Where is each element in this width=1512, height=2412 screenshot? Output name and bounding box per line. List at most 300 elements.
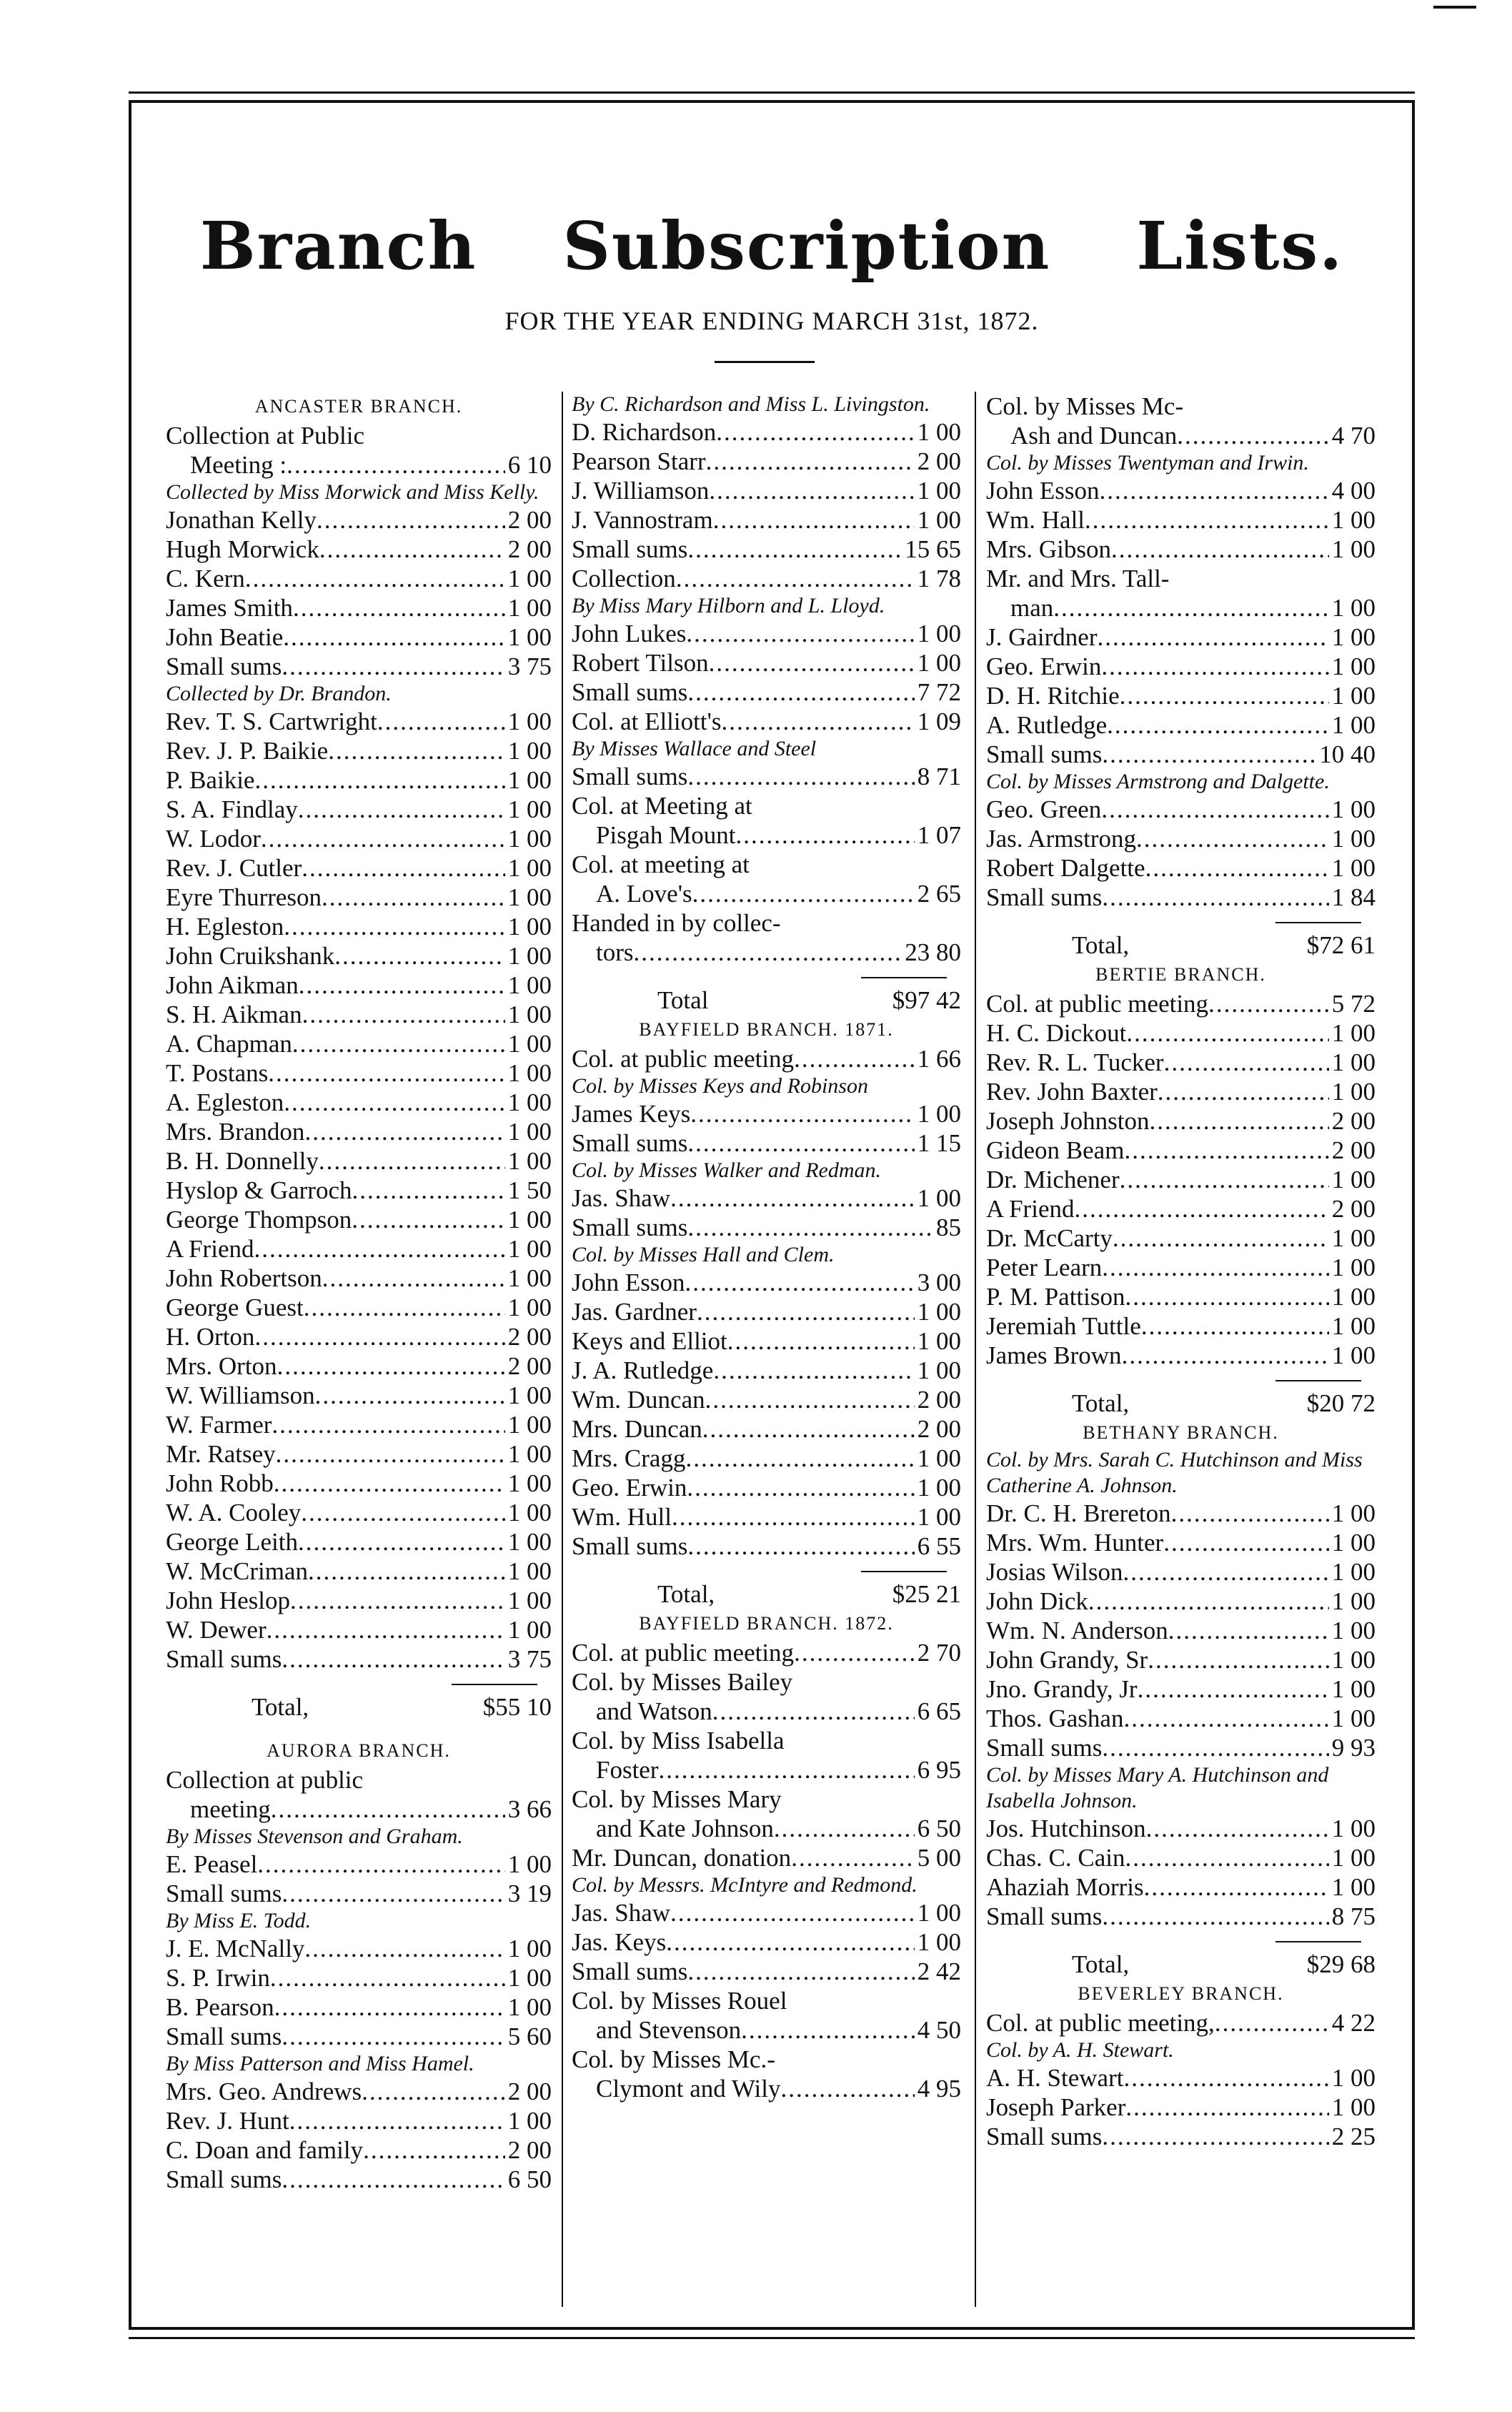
entry-amount: 1 00 xyxy=(507,795,552,823)
entry-name: Dr. C. H. Brereton xyxy=(986,1499,1171,1527)
entry-name: B. Pearson xyxy=(166,1993,274,2021)
entry-amount: 3 66 xyxy=(507,1795,552,1823)
entry-name: Small sums xyxy=(166,652,282,680)
entry-name: Chas. C. Cain xyxy=(986,1844,1125,1872)
entry-name: W. Williamson xyxy=(166,1381,315,1409)
entry-amount: 1 78 xyxy=(917,565,961,592)
list-item xyxy=(166,1176,552,1205)
entry-name: P. Baikie xyxy=(166,766,255,794)
list-item xyxy=(166,824,552,853)
list-item xyxy=(572,678,961,707)
column-2 xyxy=(572,392,961,2103)
page-subtitle: FOR THE YEAR ENDING MARCH 31st, 1872. xyxy=(504,307,1039,335)
list-item xyxy=(572,1326,961,1356)
list-item xyxy=(166,912,552,941)
entry-name: John Grandy, Sr xyxy=(986,1646,1148,1674)
entry-amount: 1 66 xyxy=(917,1045,961,1073)
entry-amount: 1 00 xyxy=(917,1899,961,1927)
branch-total xyxy=(986,1389,1376,1418)
entry-amount: 2 42 xyxy=(917,1957,961,1985)
list-item xyxy=(986,2063,1376,2093)
entry-amount: 1 00 xyxy=(1331,1254,1376,1281)
entry-amount: 1 00 xyxy=(1331,2093,1376,2121)
entry-amount: 2 00 xyxy=(507,2136,552,2164)
entry-name: John Robb xyxy=(166,1469,274,1497)
total-amount: $25 21 xyxy=(892,1580,961,1608)
entry-amount: 2 00 xyxy=(507,2078,552,2105)
entry-amount: 1 00 xyxy=(1331,795,1376,823)
entry-amount: 1 00 xyxy=(917,649,961,677)
entry-amount: 2 25 xyxy=(1331,2123,1376,2150)
list-item xyxy=(166,1410,552,1439)
total-rule xyxy=(861,977,947,978)
entry-amount: 1 00 xyxy=(1331,1341,1376,1369)
list-item xyxy=(166,853,552,883)
entry-name: Jos. Hutchinson xyxy=(986,1815,1146,1842)
entry-name: Meeting : xyxy=(190,451,287,479)
list-item xyxy=(986,2093,1376,2122)
entry-amount: 1 00 xyxy=(1331,1499,1376,1527)
entry-label: Col. by Misses Rouel xyxy=(572,1987,787,2015)
entry-name: Col. at public meeting xyxy=(986,990,1209,1018)
total-rule xyxy=(861,1571,947,1572)
entry-amount: 1 00 xyxy=(507,1381,552,1409)
entry-name: S. H. Aikman xyxy=(166,1001,302,1028)
corner-mark xyxy=(1433,6,1476,9)
entry-name: Col. at public meeting xyxy=(572,1045,795,1073)
list-item xyxy=(166,1322,552,1351)
collector-note: Col. by Messrs. McIntyre and Redmond. xyxy=(572,1873,917,1897)
entry-name: Small sums xyxy=(986,2123,1103,2150)
list-item xyxy=(572,1099,961,1128)
entry-amount: 1 00 xyxy=(1331,825,1376,853)
entry-name: Ahaziah Morris xyxy=(986,1873,1144,1901)
collector-note: By Miss Patterson and Miss Hamel. xyxy=(166,2052,474,2075)
list-item xyxy=(986,1616,1376,1645)
list-item xyxy=(572,1697,961,1726)
list-item xyxy=(986,476,1376,505)
entry-name: Gideon Beam xyxy=(986,1136,1125,1164)
total-label: Total, xyxy=(657,1580,715,1608)
entry-name: Joseph Johnston xyxy=(986,1107,1150,1135)
entry-name: John Beatie xyxy=(166,623,284,651)
entry-name: Small sums xyxy=(986,1734,1103,1762)
list-item xyxy=(986,1733,1376,1762)
list-item xyxy=(986,652,1376,681)
entry-name: Rev. J. Cutler xyxy=(166,854,302,882)
entry-name: Collection xyxy=(572,565,676,592)
entry-name: John Cruikshank xyxy=(166,942,335,970)
list-item xyxy=(166,795,552,824)
total-rule xyxy=(1275,1941,1361,1942)
list-item xyxy=(166,1117,552,1146)
entry-amount: 15 65 xyxy=(905,535,961,563)
entry-name: Rev. J. Hunt xyxy=(166,2107,289,2135)
entry-label: Col. at meeting at xyxy=(572,850,750,878)
entry-name: Small sums xyxy=(572,763,688,790)
entry-amount: 3 75 xyxy=(507,652,552,680)
list-item xyxy=(986,1674,1376,1704)
entry-amount: 1 00 xyxy=(1331,1815,1376,1842)
entry-name: John Robertson xyxy=(166,1264,322,1292)
list-item xyxy=(572,417,961,447)
list-item xyxy=(986,1311,1376,1341)
list-item xyxy=(572,1297,961,1326)
entry-name: H. Orton xyxy=(166,1323,255,1351)
entry-amount: 1 00 xyxy=(917,506,961,534)
entry-amount: 2 00 xyxy=(917,447,961,475)
list-item xyxy=(572,1128,961,1158)
entry-name: C. Doan and family xyxy=(166,2136,364,2164)
list-item xyxy=(572,1444,961,1473)
list-item xyxy=(166,941,552,971)
entry-name: Col. at Elliott's xyxy=(572,708,722,735)
list-item xyxy=(166,1992,552,2022)
entry-amount: 10 40 xyxy=(1319,740,1376,768)
entry-name: John Esson xyxy=(572,1269,685,1296)
entry-name: D. H. Ritchie xyxy=(986,682,1120,710)
entry-name: Ash and Duncan xyxy=(1010,422,1178,450)
title-word-3: Lists. xyxy=(1136,207,1344,284)
list-item xyxy=(986,1018,1376,1048)
list-item xyxy=(166,1088,552,1117)
entry-name: Jas. Shaw xyxy=(572,1899,671,1927)
column-1 xyxy=(166,392,552,2194)
branch-total xyxy=(166,1692,552,1722)
entry-amount: 1 84 xyxy=(1331,883,1376,911)
entry-name: W. McCriman xyxy=(166,1557,308,1585)
list-item xyxy=(986,593,1376,622)
entry-name: A. H. Stewart xyxy=(986,2064,1124,2092)
entry-amount: 5 60 xyxy=(507,2023,552,2050)
list-item xyxy=(166,505,552,535)
entry-amount: 1 00 xyxy=(1331,1587,1376,1615)
list-item xyxy=(572,1957,961,1986)
list-item xyxy=(166,1293,552,1322)
entry-name: Mrs. Duncan xyxy=(572,1415,702,1443)
entry-amount: 1 00 xyxy=(507,942,552,970)
entry-amount: 6 50 xyxy=(917,1815,961,1842)
list-item xyxy=(986,1282,1376,1311)
entry-amount: 1 00 xyxy=(1331,1873,1376,1901)
list-item xyxy=(986,1704,1376,1733)
list-item xyxy=(166,1381,552,1410)
list-item xyxy=(166,1879,552,1908)
list-item xyxy=(572,707,961,736)
list-item xyxy=(986,1165,1376,1194)
entry-amount: 1 00 xyxy=(507,1411,552,1439)
entry-amount: 1 00 xyxy=(1331,1558,1376,1586)
list-item xyxy=(986,1194,1376,1224)
collector-note: Col. by Misses Armstrong and Dalgette. xyxy=(986,770,1330,793)
entry-amount: 6 95 xyxy=(917,1756,961,1784)
entry-amount: 1 00 xyxy=(1331,711,1376,739)
entry-amount: 4 70 xyxy=(1331,422,1376,450)
entry-amount: 1 00 xyxy=(507,565,552,592)
entry-label: Col. by Misses Mc- xyxy=(986,392,1184,420)
entry-amount: 3 19 xyxy=(507,1880,552,1907)
entry-name: Small sums xyxy=(166,2165,282,2193)
entry-name: George Thompson xyxy=(166,1206,352,1234)
entry-name: Mr. Duncan, donation xyxy=(572,1844,792,1872)
entry-name: A. Love's xyxy=(596,880,692,908)
list-item xyxy=(986,505,1376,535)
entry-amount: 4 22 xyxy=(1331,2009,1376,2037)
list-item xyxy=(166,1439,552,1469)
entry-amount: 1 00 xyxy=(507,2107,552,2135)
entry-name: Small sums xyxy=(986,1902,1103,1930)
list-item xyxy=(986,824,1376,853)
entry-amount: 1 00 xyxy=(507,1264,552,1292)
entry-name: J. Vannostram xyxy=(572,506,713,534)
entry-name: James Keys xyxy=(572,1100,691,1128)
total-label: Total, xyxy=(1072,931,1130,959)
entry-name: Small sums xyxy=(572,535,688,563)
list-item xyxy=(572,648,961,678)
entry-amount: 5 00 xyxy=(917,1844,961,1872)
list-item xyxy=(986,1341,1376,1370)
list-item xyxy=(986,710,1376,740)
list-item xyxy=(986,853,1376,883)
list-item xyxy=(986,681,1376,710)
entry-name: Mrs. Wm. Hunter xyxy=(986,1529,1164,1557)
list-item xyxy=(166,1586,552,1615)
collector-note: By Miss Mary Hilborn and L. Lloyd. xyxy=(572,594,885,617)
entry-amount: 1 00 xyxy=(917,418,961,446)
entry-name: Geo. Green xyxy=(986,795,1102,823)
entry-name: and Kate Johnson xyxy=(596,1815,774,1842)
entry-amount: 1 00 xyxy=(507,623,552,651)
entry-amount: 1 00 xyxy=(917,1327,961,1355)
entry-amount: 1 00 xyxy=(917,477,961,505)
entry-amount: 1 00 xyxy=(507,1235,552,1263)
total-label: Total xyxy=(657,986,709,1014)
list-item xyxy=(166,1795,552,1824)
entry-amount: 4 95 xyxy=(917,2075,961,2103)
list-item xyxy=(166,1963,552,1992)
entry-amount: 6 65 xyxy=(917,1697,961,1725)
entry-name: Keys and Elliot xyxy=(572,1327,727,1355)
list-item xyxy=(572,1044,961,1073)
entry-name: George Leith xyxy=(166,1528,298,1556)
list-item xyxy=(986,1077,1376,1106)
total-amount: $55 10 xyxy=(482,1693,552,1721)
title-rule xyxy=(715,361,815,363)
entry-amount: 1 00 xyxy=(1331,854,1376,882)
list-item xyxy=(166,707,552,736)
entry-label: Col. by Miss Isabella xyxy=(572,1727,785,1755)
list-item xyxy=(572,1927,961,1957)
entry-name: Small sums xyxy=(166,1880,282,1907)
list-item xyxy=(166,1469,552,1498)
list-item xyxy=(572,1213,961,1242)
list-item xyxy=(986,1557,1376,1587)
list-item xyxy=(166,1351,552,1381)
entry-amount: 2 00 xyxy=(1331,1107,1376,1135)
list-item xyxy=(986,795,1376,824)
branch-heading: AURORA BRANCH. xyxy=(267,1740,451,1761)
list-item xyxy=(986,1587,1376,1616)
entry-amount: 1 00 xyxy=(507,971,552,999)
entry-name: John Dick xyxy=(986,1587,1088,1615)
entry-name: H. Egleston xyxy=(166,913,284,941)
entry-amount: 1 00 xyxy=(1331,1048,1376,1076)
list-item xyxy=(572,1532,961,1561)
list-item xyxy=(166,652,552,681)
entry-name: E. Peasel xyxy=(166,1850,258,1878)
list-item xyxy=(572,1356,961,1385)
entry-name: Wm. Hull xyxy=(572,1503,672,1531)
list-item xyxy=(166,1644,552,1674)
list-item xyxy=(986,740,1376,769)
collector-note: Collected by Miss Morwick and Miss Kelly. xyxy=(166,480,539,504)
collector-note: Col. by Misses Twentyman and Irwin. xyxy=(986,451,1309,475)
entry-name: B. H. Donnelly xyxy=(166,1147,319,1175)
entry-amount: 1 00 xyxy=(507,854,552,882)
total-amount: $97 42 xyxy=(892,986,961,1014)
entry-name: Small sums xyxy=(572,1129,688,1157)
entry-amount: 2 00 xyxy=(917,1415,961,1443)
collector-note: Col. by Misses Hall and Clem. xyxy=(572,1243,835,1266)
list-item xyxy=(572,1814,961,1843)
title-word-2: Subscription xyxy=(562,207,1051,284)
entry-name: Eyre Thurreson xyxy=(166,883,322,911)
entry-label: Collection at public xyxy=(166,1766,364,1794)
entry-name: James Smith xyxy=(166,594,293,622)
entry-name: Small sums xyxy=(572,1957,688,1985)
entry-amount: 1 00 xyxy=(507,1118,552,1146)
entry-name: Foster xyxy=(596,1756,659,1784)
entry-amount: 1 07 xyxy=(917,821,961,849)
branch-heading: BEVERLEY BRANCH. xyxy=(1078,1983,1284,2004)
entry-amount: 1 00 xyxy=(507,708,552,735)
entry-amount: 1 00 xyxy=(507,1935,552,1962)
list-item xyxy=(986,883,1376,912)
bottom-rule xyxy=(129,2337,1415,2339)
collector-note: Col. by Misses Mary A. Hutchinson and Isabella Johnson. xyxy=(986,1763,1329,1812)
entry-amount: 1 00 xyxy=(507,766,552,794)
entry-amount: 9 93 xyxy=(1331,1734,1376,1762)
list-item xyxy=(166,1058,552,1088)
branch-heading: BETHANY BRANCH. xyxy=(1083,1422,1279,1443)
list-item xyxy=(166,622,552,652)
list-item xyxy=(986,1814,1376,1843)
entry-amount: 1 00 xyxy=(1331,1312,1376,1340)
entry-name: Wm. Duncan xyxy=(572,1386,705,1414)
top-rule xyxy=(129,91,1415,94)
entry-name: S. A. Findlay xyxy=(166,795,298,823)
entry-amount: 1 00 xyxy=(507,1030,552,1058)
entry-name: P. M. Pattison xyxy=(986,1283,1125,1311)
list-item xyxy=(166,2106,552,2135)
list-item xyxy=(572,505,961,535)
entry-amount: 8 71 xyxy=(917,763,961,790)
column-divider xyxy=(562,392,563,2307)
list-item xyxy=(572,1385,961,1414)
entry-name: John Heslop xyxy=(166,1587,291,1614)
list-item xyxy=(166,2022,552,2051)
entry-amount: 1 00 xyxy=(917,1928,961,1956)
branch-total xyxy=(986,1950,1376,1979)
entry-amount: 1 00 xyxy=(507,1059,552,1087)
entry-amount: 1 00 xyxy=(1331,652,1376,680)
entry-name: James Brown xyxy=(986,1341,1122,1369)
list-item xyxy=(986,1528,1376,1557)
list-item xyxy=(986,535,1376,564)
list-item xyxy=(986,1645,1376,1674)
entry-amount: 1 00 xyxy=(1331,1019,1376,1047)
entry-name: W. Farmer xyxy=(166,1411,272,1439)
entry-name: meeting xyxy=(190,1795,271,1823)
entry-amount: 1 00 xyxy=(917,1100,961,1128)
entry-amount: 1 00 xyxy=(507,1616,552,1644)
entry-amount: 1 00 xyxy=(1331,1529,1376,1557)
entry-amount: 1 00 xyxy=(1331,1283,1376,1311)
entry-amount: 1 00 xyxy=(507,1587,552,1614)
list-item xyxy=(572,2074,961,2103)
list-item xyxy=(166,1264,552,1293)
entry-name: Jas. Shaw xyxy=(572,1184,671,1212)
list-item xyxy=(166,1527,552,1557)
list-item xyxy=(986,622,1376,652)
entry-amount: 1 00 xyxy=(1331,1617,1376,1644)
list-item xyxy=(986,2122,1376,2151)
entry-name: J. A. Rutledge xyxy=(572,1356,714,1384)
total-label: Total, xyxy=(252,1693,309,1721)
list-item xyxy=(166,1498,552,1527)
list-item xyxy=(572,1755,961,1785)
entry-name: Rev. T. S. Cartwright xyxy=(166,708,377,735)
branch-total xyxy=(572,1579,961,1609)
collector-note: Col. by Misses Walker and Redman. xyxy=(572,1158,882,1182)
entry-name: Mrs. Gibson xyxy=(986,535,1112,563)
entry-amount: 1 00 xyxy=(507,883,552,911)
entry-label: Col. by Misses Mc.- xyxy=(572,2045,775,2073)
entry-name: Josias Wilson xyxy=(986,1558,1123,1586)
entry-amount: 1 00 xyxy=(507,1557,552,1585)
entry-name: Small sums xyxy=(572,1214,688,1241)
entry-name: A Friend xyxy=(986,1195,1075,1223)
branch-heading: ANCASTER BRANCH. xyxy=(254,396,463,417)
entry-amount: 2 00 xyxy=(507,1352,552,1380)
entry-amount: 6 10 xyxy=(507,451,552,479)
entry-label: Collection at Public xyxy=(166,422,365,450)
entry-label: Col. by Misses Mary xyxy=(572,1785,782,1813)
list-item xyxy=(166,564,552,593)
entry-name: Small sums xyxy=(986,740,1103,768)
entry-name: Wm. Hall xyxy=(986,506,1085,534)
entry-amount: 7 72 xyxy=(917,678,961,706)
entry-name: Jno. Grandy, Jr xyxy=(986,1675,1138,1703)
entry-name: A. Chapman xyxy=(166,1030,292,1058)
entry-amount: 1 00 xyxy=(507,1001,552,1028)
entry-amount: 1 00 xyxy=(507,1528,552,1556)
column-3 xyxy=(986,392,1376,2151)
entry-amount: 3 00 xyxy=(917,1269,961,1296)
list-item xyxy=(986,1253,1376,1282)
entry-name: Jas. Armstrong xyxy=(986,825,1136,853)
branch-heading: BAYFIELD BRANCH. 1872. xyxy=(639,1613,894,1634)
entry-amount: 2 00 xyxy=(507,1323,552,1351)
entry-name: Robert Dalgette xyxy=(986,854,1145,882)
collector-note: By C. Richardson and Miss L. Livingston. xyxy=(572,392,930,416)
entry-name: A. Rutledge xyxy=(986,711,1108,739)
entry-amount: 1 00 xyxy=(917,1503,961,1531)
list-item xyxy=(986,989,1376,1018)
entry-name: Mrs. Geo. Andrews xyxy=(166,2078,362,2105)
entry-amount: 23 80 xyxy=(905,938,961,966)
list-item xyxy=(986,1843,1376,1872)
